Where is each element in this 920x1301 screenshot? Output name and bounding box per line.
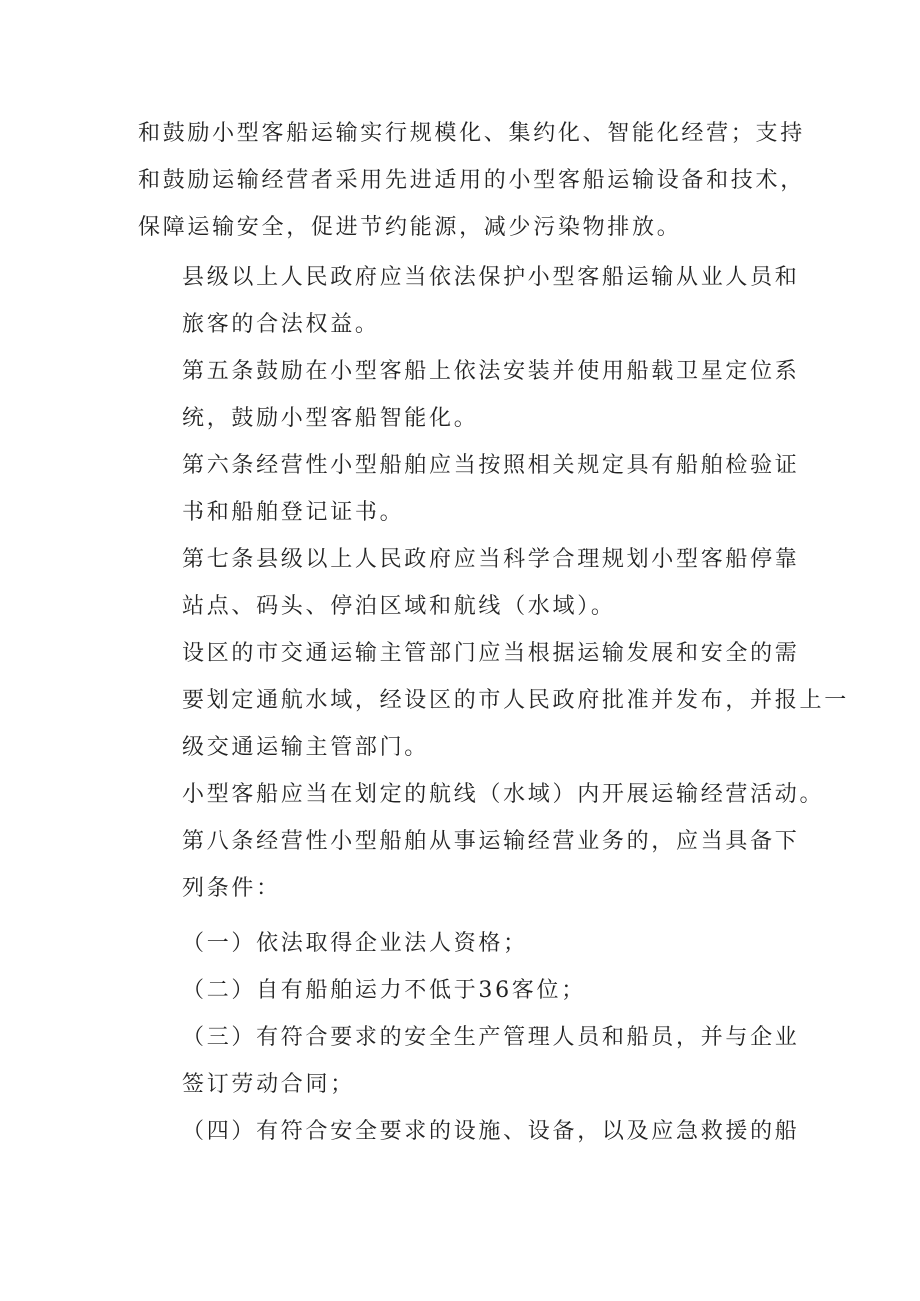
text-line: 第五条鼓励在小型客船上依法安装并使用船载卫星定位系: [182, 359, 800, 384]
text-line: 签订劳动合同；: [182, 1072, 355, 1097]
paragraph: [138, 920, 783, 967]
text-line: 县级以上人民政府应当依法保护小型客船运输从业人员和: [182, 265, 800, 290]
text-line: 设区的市交通运输主管部门应当根据运输发展和安全的需: [182, 641, 800, 666]
text-line: 级交通运输主管部门。: [182, 735, 430, 760]
text-line: 和鼓励运输经营者采用先进适用的小型客船运输设备和技术，: [138, 168, 805, 193]
paragraph: [138, 818, 800, 912]
text-line: （三）有符合要求的安全生产管理人员和船员，并与企业: [182, 1025, 800, 1050]
text-line: 站点、码头、停泊区域和航线（水域）。: [182, 594, 616, 619]
text-line: 列条件：: [182, 876, 281, 901]
text-line: 要划定通航水域，经设区的市人民政府批准并发布，并报上一: [182, 688, 849, 713]
paragraph: [138, 536, 800, 630]
text-line: 和鼓励小型客船运输实行规模化、集约化、智能化经营；支持: [138, 121, 805, 146]
paragraph: [138, 967, 783, 1014]
text-line: （一）依法取得企业法人资格；: [182, 931, 528, 956]
text-line: 第八条经营性小型船舶从事运输经营业务的，应当具备下: [182, 829, 800, 854]
paragraph: [138, 348, 800, 442]
text-line: 第七条县级以上人民政府应当科学合理规划小型客船停靠: [182, 547, 800, 572]
paragraph: [138, 630, 849, 771]
text-line: 小型客船应当在划定的航线（水域）内开展运输经营活动。: [182, 782, 825, 807]
document-body: [138, 110, 849, 1155]
paragraph: [138, 771, 825, 818]
text-line: 统，鼓励小型客船智能化。: [182, 406, 479, 431]
text-line: 旅客的合法权益。: [182, 312, 380, 337]
paragraph: [138, 110, 805, 251]
paragraph: [138, 1108, 800, 1155]
text-line: （二）自有船舶运力不低于36客位；: [182, 978, 586, 1003]
text-line: 第六条经营性小型船舶应当按照相关规定具有船舶检验证: [182, 453, 800, 478]
text-line: 保障运输安全，促进节约能源，减少污染物排放。: [138, 215, 682, 240]
paragraph: [138, 254, 800, 348]
paragraph: [138, 1014, 800, 1108]
paragraph: [138, 442, 800, 536]
text-line: （四）有符合安全要求的设施、设备，以及应急救援的船: [182, 1119, 800, 1144]
text-line: 书和船舶登记证书。: [182, 500, 405, 525]
